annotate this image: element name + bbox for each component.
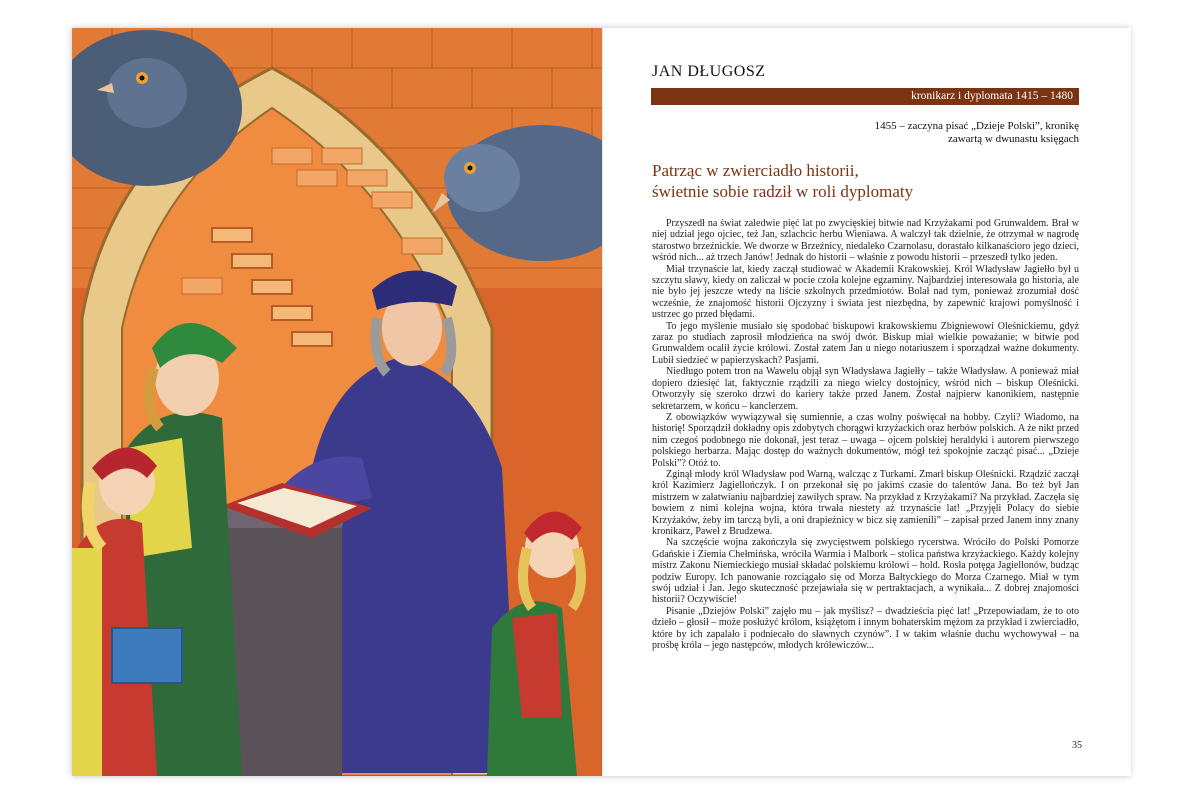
illustration [72, 28, 602, 776]
paragraph: Zginął młody król Władysław pod Warną, walcząc z Turkami. Zmarł biskup Oleśnicki. Rządzić zaczął król Kazimierz Jagiellończyk. I on przekonał się po jakimś czasie do talentów Jana. Bo też był Jan mistrzem w załatwianiu najbardziej zawiłych spraw. Na przykład z Krzyżakami? Na przykład. Zaczęła się bowiem z nimi kolejna wojna, która trwała niestety aż trzynaście lat! „Przyjęli Polacy do siebie Krzyżaków, żeby im tarczą byli, a oni drapieżnicy w bicz się zamienili” – zapisał przed Janem inny znany kronikarz, Paweł z Brudzewa. [652, 468, 1079, 537]
subtitle-line: Patrząc w zwierciadło historii, [652, 161, 859, 180]
title-band: kronikarz i dyplomata 1415 – 1480 [651, 88, 1079, 105]
paragraph: Przyszedł na świat zaledwie pięć lat po zwycięskiej bitwie nad Krzyżakami pod Grunwaldem. Brał w niej udział jego ojciec, też Jan, szlachcic herbu Wieniawa. A walczył tak dzielnie, że otrzymał w nagrodę starostwo brzeźnickie. We dworze w Brzeźnicy, niedaleko Czarnolasu, dorastało kilkanaściоro jego dzieci, wśród nich... aż trzech Janów! Jednak do historii – właśnie z powodu historii – przeszedł tylko jeden. [652, 218, 1079, 264]
paragraph: Z obowiązków wywiązywał się sumiennie, a czas wolny poświęcał na hobby. Czyli? Wiadomo, na historię! Sporządził dokładny opis zdobytych chorągwi krzyżackich oraz herbów polskich. A że nikt przed nim czegoś podobnego nie dokonał, jest teraz – uwaga – ojcem polskiej heraldyki i autorem pierwszego polskiego herbarza. Mając dostęp do ważnych dokumentów, mógł też spokojnie zacząć pisać... „Dzieje Polski”? Otóż to. [652, 411, 1079, 469]
paragraph: Na szczęście wojna zakończyła się zwycięstwem polskiego rycerstwa. Wróciło do Polski Pomorze Gdańskie i Ziemia Chełmińska, wróciła Warmia i Malbork – stolica państwa krzyżackiego. Każdy kolejny mistrz Zakonu Niemieckiego musiał składać polskiemu królowi – hold. Rosła potęga Jagiellonów, budząc podziw Europy. Ich panowanie rozciągało się od Morza Bałtyckiego do Morza Czarnego. Miał w tym swój udział i Jan. Jego skuteczność przejawiała się w pertraktacjach, a wynikała... Z dobrej znajomości historii? Oczywiście! [652, 537, 1079, 606]
text-page [602, 28, 1131, 776]
paragraph: To jego myślenie musiało się spodobać biskupowi krakowskiemu Zbigniewowi Oleśnickiemu, gdyż zaraz po studiach zaprosił młodzieńca na swój dwór. Biskup miał wielkie poważanie; w bitwie pod Grunwaldem ocalił życie królowi. Został zatem Jan u niego notariuszem i sporządzał ważne dokumenty. Lubił siedzieć w papierzyskach? Pasjami. [652, 320, 1079, 366]
side-note [843, 120, 1079, 146]
paragraph: Miał trzynaście lat, kiedy zaczął studiować w Akademii Krakowskiej. Król Władysław Jagiełło był u szczytu sławy, kiedy on zaliczał w pocie czoła kolejne egzaminy. Najbardziej interesowała go historia, ale nie było jej jeszcze wtedy na liście szkolnych przedmiotów. Bolał nad tym, ponieważ zrozumiał dość wcześnie, że znajomość historii Ojczyzny i świata jest niezbędna, by zapewnić krajowi pomyślność i ustrzec go przed błędami. [652, 263, 1079, 321]
body-text [652, 218, 1079, 651]
side-note-line: zawartą w dwunastu księgach [947, 133, 1079, 145]
paragraph: Niedługo potem tron na Wawelu objął syn Władysława Jagiełły – także Władysław. A ponieważ miał dopiero dziesięć lat, faktycznie rządzili za niego wielcy dostojnicy, wśród nich – biskup Oleśnicki. Otworzyły się szeroko drzwi do kariery także przed Janem. Został najpierw kanonikiem, następnie sekretarzem, w końcu – kanclerzem. [652, 366, 1079, 412]
book-spread [72, 28, 1130, 776]
subtitle-line: świetnie sobie radził w roli dyplomaty [652, 182, 914, 201]
side-note-line: 1455 – zaczyna pisać „Dzieje Polski”, kronikę [874, 120, 1079, 132]
page-number: 35 [1072, 740, 1082, 751]
paragraph: Pisanie „Dziejów Polski” zajęło mu – jak myślisz? – dwadzieścia pięć lat! „Przepowiadam, że to oto dzieło – głosił – może posłużyć królom, książętom i innym bohaterskim mężom za przykład i zwierciadło, które by ich zapalało i podniecało do sławnych czynów”. I w takim właśnie duchu wychowywał – na prośbę króla – jego następców, młodych królewiczów... [652, 605, 1079, 652]
page-heading: JAN DŁUGOSZ [652, 63, 766, 80]
section-subtitle [652, 160, 1052, 202]
illustration-page [72, 28, 602, 776]
